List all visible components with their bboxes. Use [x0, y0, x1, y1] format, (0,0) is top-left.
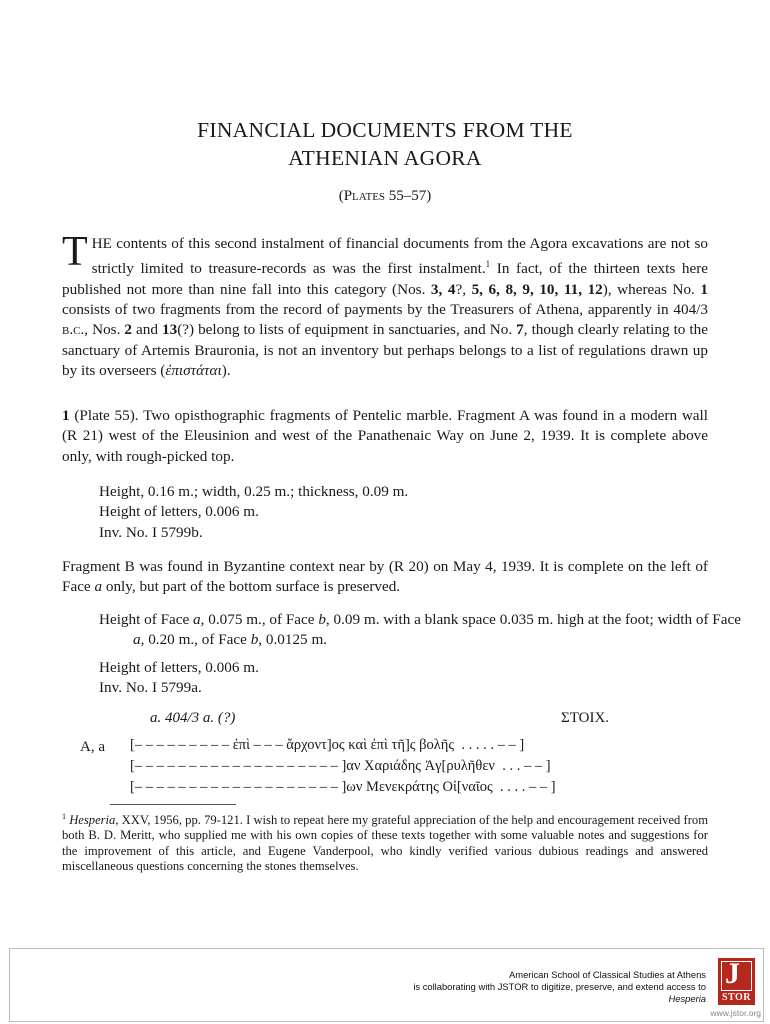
entry-1-paragraph: [62, 406, 708, 467]
intro-text: (?) belong to lists of equipment in sanctuaries, and No.: [177, 321, 517, 339]
inventory-number: Inv. No. I 5799b.: [99, 523, 203, 541]
intro-text: HE contents of this second instalment of financial documents from the Agora excavations are not so strictly limited to treasure-records as was the first instalment.: [91, 235, 708, 278]
measurement-line: Height, 0.16 m.; width, 0.25 m.; thickness, 0.09 m.: [99, 483, 409, 500]
banner-journal-link[interactable]: Hesperia: [668, 993, 706, 1005]
entry-text: (Plate 55). Two opisthographic fragments of Pentelic marble. Fragment A was found in a modern wall (R 21) west of the Eleusinion and west of the Panathenaic Way on June 2, 1939. It is complete above only, with rough-picked top.: [62, 407, 708, 465]
doc-number: 2: [124, 321, 133, 339]
intro-text: ).: [221, 361, 231, 379]
face-label: b: [318, 611, 326, 628]
entry-number: 1: [62, 407, 70, 424]
measurement-text: , 0.20 m., of Face: [140, 631, 251, 649]
measurement-line: Height of letters, 0.006 m.: [99, 503, 259, 521]
intro-text: In fact, of the thirteen texts here published not more than nine fall into this category (Nos.: [62, 260, 708, 298]
measurement-line: Height of letters, 0.006 m.: [99, 659, 259, 676]
fragment-b-text: Fragment B was found in Byzantine context near by (R 20) on May 4, 1939. It is complete on the left of Face: [62, 558, 708, 596]
measurement-text: , 0.0125 m.: [258, 631, 328, 649]
jstor-logo-word: STOR: [721, 992, 752, 1003]
footnote-text: , XXV, 1956, pp. 79-121. I wish to repeat here my grateful appreciation of the help and encouragement received from both B. D. Meritt, who supplied me with his own copies of these texts together with some valuable notes and suggestions for the improvement of this article, and Eugene Vanderpool, who kindly verified various dubious readings and answered miscellaneous questions concerning the stones themselves.: [62, 813, 709, 873]
plates-reference: (Plates 55–57): [338, 188, 432, 204]
measurement-text: , 0.09 m. with a blank space 0.035 m. high at the foot; width of Face: [325, 611, 741, 628]
inscription-date: a. 404/3 a. (?): [150, 710, 236, 726]
footnote-divider: [110, 804, 236, 805]
intro-text: , Nos.: [84, 321, 125, 339]
greek-term: ἐπιστάται: [165, 361, 222, 379]
face-label: a: [193, 611, 201, 628]
inventory-number: Inv. No. I 5799a.: [99, 679, 202, 697]
inscription-line-2: [– – – – – – – – – – – – – – – – – – – ]αν Χαριάδης Ἀγ[ρυλῆθεν . . . – – ]: [130, 758, 551, 774]
doc-number: 13: [162, 321, 178, 339]
fragment-b-letters-inventory: [99, 658, 711, 699]
journal-name: Hesperia: [69, 813, 116, 828]
era-abbrev: b.c.: [62, 321, 85, 339]
intro-text: consists of two fragments from the record of payments by the Treasurers of Athena, apparently in 404/3: [62, 300, 708, 318]
inscription-line-1: [– – – – – – – – – ἐπὶ – – – ἄρχοντ]ος καὶ ἐπὶ τῆ]ς βολῆς . . . . . – – ]: [130, 737, 525, 753]
intro-paragraph: [62, 229, 708, 381]
article-title-line-1: FINANCIAL DOCUMENTS FROM THE: [197, 118, 573, 142]
intro-text: ?,: [455, 280, 472, 298]
jstor-logo-icon[interactable]: [718, 958, 755, 1005]
fragment-a-measurements: [99, 482, 711, 543]
fragment-b-text: only, but part of the bottom surface is preserved.: [102, 578, 401, 596]
stoichedon-label: ΣΤΟΙΧ.: [561, 710, 610, 726]
intro-text: , though clearly relating to the sanctuary of Artemis Brauronia, is not an inventory but perhaps belongs to a list of regulations drawn up by its overseers (: [62, 321, 708, 379]
intro-text: ), whereas No.: [602, 280, 701, 298]
inscription-line-3: [– – – – – – – – – – – – – – – – – – – ]ων Μενεκράτης Οἰ[ναῖος . . . . – – ]: [130, 779, 556, 795]
face-label: b: [250, 631, 259, 649]
measurement-text: Height of Face: [99, 611, 194, 628]
doc-number: 1: [700, 280, 708, 298]
face-label: a: [94, 578, 103, 596]
jstor-banner: [9, 948, 764, 1022]
doc-number: 5, 6, 8, 9, 10, 11, 12: [471, 280, 603, 298]
jstor-url-link[interactable]: www.jstor.org: [710, 1008, 761, 1018]
jstor-logo-glyph: J: [725, 957, 740, 990]
article-title-line-2: ATHENIAN AGORA: [288, 146, 482, 170]
footnote: [62, 809, 708, 874]
footnote-mark: 1: [62, 812, 66, 821]
intro-text: and: [132, 321, 163, 339]
doc-number: 3, 4: [430, 280, 456, 298]
footnote-ref: 1: [485, 259, 491, 270]
fragment-b-measurements: [99, 610, 745, 651]
drop-cap: T: [62, 229, 88, 275]
banner-text: [413, 969, 706, 1006]
doc-number: 7: [516, 321, 524, 339]
banner-line: American School of Classical Studies at Athens: [509, 969, 706, 980]
banner-line: is collaborating with JSTOR to digitize, preserve, and extend access to: [413, 981, 706, 993]
measurement-text: , 0.075 m., of Face: [200, 611, 319, 628]
fragment-b-paragraph: [62, 557, 708, 598]
face-label: a: [133, 631, 141, 649]
face-label-a: A, a: [80, 739, 105, 755]
